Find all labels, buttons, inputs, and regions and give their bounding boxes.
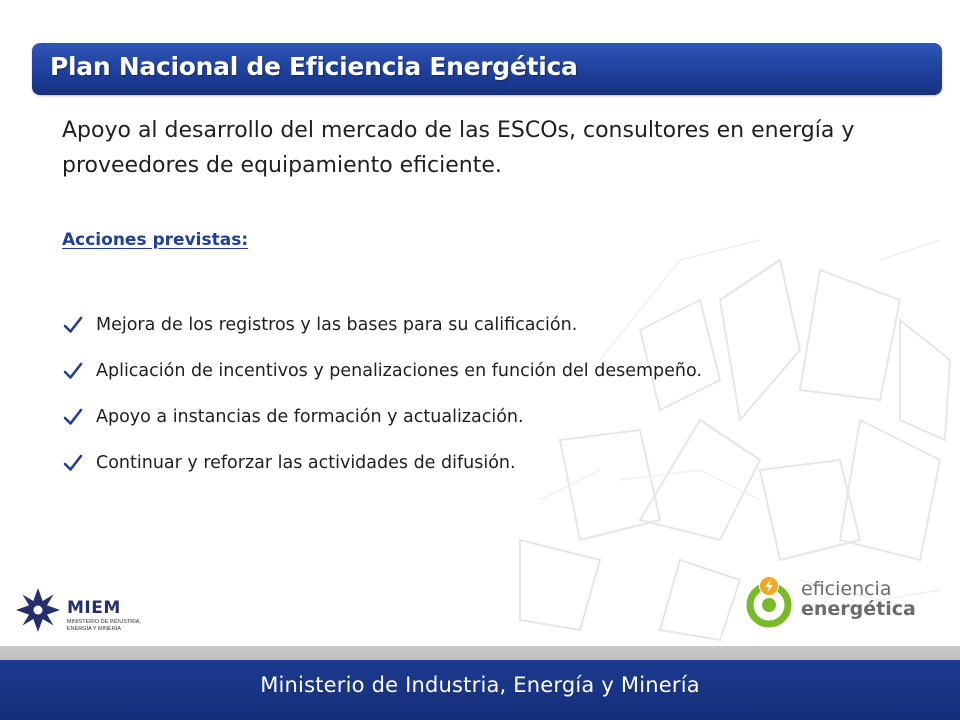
intro-text: Apoyo al desarrollo del mercado de las ESCOs, consultores en energía y proveedores de equipamiento eficiente. bbox=[62, 118, 855, 178]
action-list bbox=[62, 302, 922, 486]
action-text: Continuar y reforzar las actividades de difusión. bbox=[96, 453, 516, 473]
slide-title: Plan Nacional de Eficiencia Energética bbox=[50, 52, 578, 81]
list-item bbox=[62, 302, 922, 348]
check-icon bbox=[62, 406, 84, 428]
footer-text: Ministerio de Industria, Energía y Minería bbox=[260, 673, 700, 697]
check-icon bbox=[62, 360, 84, 382]
section-heading: Acciones previstas: bbox=[62, 230, 249, 250]
action-text: Mejora de los registros y las bases para su calificación. bbox=[96, 315, 578, 335]
eficiencia-energetica-logo-icon bbox=[744, 574, 798, 628]
list-item bbox=[62, 394, 922, 440]
list-item bbox=[62, 440, 922, 486]
check-icon bbox=[62, 314, 84, 336]
action-text: Apoyo a instancias de formación y actualización. bbox=[96, 407, 524, 427]
list-item bbox=[62, 348, 922, 394]
eficiencia-logo-line2: energética bbox=[801, 598, 916, 620]
eficiencia-logo-line1: eficiencia bbox=[801, 578, 892, 600]
miem-logo-subtitle: MINISTERIO DE INDUSTRIA, ENERGÍA Y MINERÍA bbox=[67, 619, 141, 632]
check-icon bbox=[62, 452, 84, 474]
miem-logo-name: MIEM bbox=[67, 598, 121, 618]
footer-divider bbox=[0, 646, 960, 660]
action-text: Aplicación de incentivos y penalizaciones en función del desempeño. bbox=[96, 361, 702, 381]
